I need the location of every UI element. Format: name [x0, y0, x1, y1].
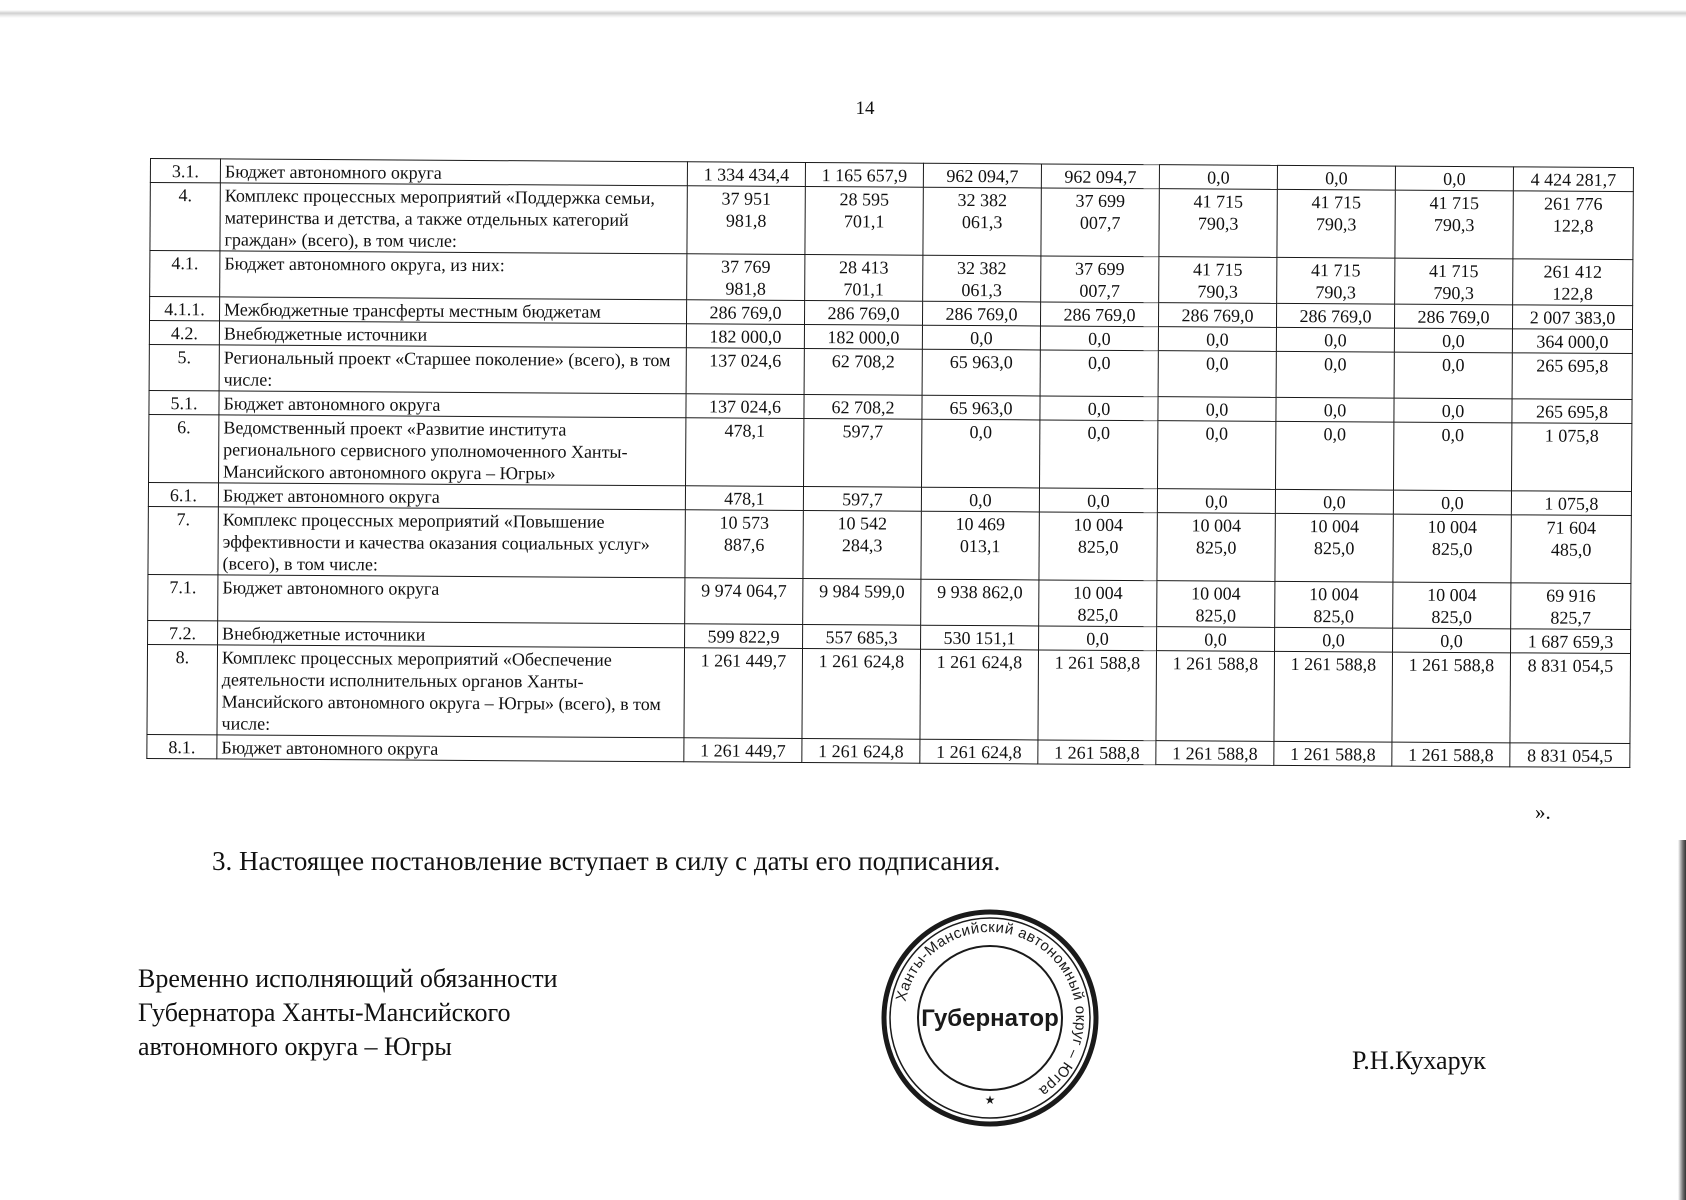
row-value: 0,0: [1158, 351, 1276, 398]
row-value: 65 963,0: [922, 395, 1040, 420]
row-value: 0,0: [1159, 165, 1277, 190]
row-value: 137 024,6: [686, 394, 804, 419]
row-value: 1 334 434,4: [687, 162, 805, 187]
row-index: 4.1.: [150, 251, 220, 297]
row-value: 10 004 825,0: [1393, 582, 1511, 629]
budget-table: [146, 158, 1634, 768]
row-value: 478,1: [686, 418, 804, 487]
row-value: 10 004 825,0: [1157, 513, 1275, 582]
row-value: 1 261 588,8: [1156, 651, 1275, 742]
row-value: 0,0: [1275, 489, 1393, 514]
row-value: 28 595 701,1: [805, 187, 923, 256]
row-value: 9 984 599,0: [803, 578, 921, 625]
seal-star-icon: ★: [984, 1093, 996, 1107]
row-value: 37 699 007,7: [1041, 256, 1159, 303]
row-value: 0,0: [1039, 626, 1157, 651]
row-name: Бюджет автономного округа: [218, 483, 685, 510]
row-name: Региональный проект «Старшее поколение» (всего), в том числе:: [219, 345, 686, 394]
table-row: [147, 644, 1631, 743]
row-value: 962 094,7: [1041, 164, 1159, 189]
row-value: 286 769,0: [922, 301, 1040, 326]
row-name: Бюджет автономного округа: [220, 159, 687, 186]
row-value: 41 715 790,3: [1159, 189, 1277, 258]
row-value: 10 004 825,0: [1275, 513, 1393, 582]
row-value: 478,1: [685, 486, 803, 511]
row-name: Комплекс процессных мероприятий «Поддержка семьи, материнства и детства, а также отдельных категорий граждан» (всего), в том числе:: [220, 183, 687, 254]
row-value: 261 776 122,8: [1513, 191, 1633, 260]
row-value: 265 695,8: [1512, 353, 1632, 400]
row-value: 0,0: [1275, 627, 1393, 652]
row-value: 0,0: [1040, 350, 1158, 397]
closing-quote: ».: [1535, 800, 1551, 824]
row-value: 1 261 588,8: [1392, 652, 1511, 743]
row-name: Бюджет автономного округа: [219, 391, 686, 418]
row-value: 286 769,0: [686, 300, 804, 325]
row-value: 182 000,0: [686, 324, 804, 349]
row-value: 0,0: [1276, 327, 1394, 352]
row-value: 557 685,3: [803, 624, 921, 649]
row-value: 286 769,0: [1158, 303, 1276, 328]
row-value: 0,0: [922, 325, 1040, 350]
seal-center-text: Губернатор: [921, 1005, 1059, 1032]
row-value: 65 963,0: [922, 349, 1040, 396]
row-value: 69 916 825,7: [1511, 583, 1631, 630]
row-value: 0,0: [1277, 165, 1395, 190]
row-value: 4 424 281,7: [1513, 167, 1633, 192]
row-name: Бюджет автономного округа: [217, 735, 684, 762]
row-value: 137 024,6: [686, 348, 804, 395]
row-value: 182 000,0: [804, 325, 922, 350]
row-index: 8.1.: [147, 734, 217, 758]
row-value: 0,0: [1040, 326, 1158, 351]
row-value: 8 831 054,5: [1510, 653, 1631, 744]
row-value: 0,0: [1393, 422, 1511, 491]
row-value: 62 708,2: [804, 349, 922, 396]
row-value: 1 261 588,8: [1156, 741, 1274, 766]
row-index: 7.2.: [148, 620, 218, 644]
row-value: 597,7: [803, 486, 921, 511]
row-value: 10 004 825,0: [1039, 580, 1157, 627]
row-value: 364 000,0: [1512, 329, 1632, 354]
row-value: 10 469 013,1: [921, 511, 1039, 580]
table-row: [150, 183, 1633, 260]
row-value: 41 715 790,3: [1277, 189, 1395, 258]
row-index: 3.1.: [150, 159, 220, 183]
governor-seal: [880, 908, 1100, 1128]
row-value: 9 974 064,7: [685, 578, 803, 625]
row-value: 261 412 122,8: [1513, 259, 1633, 306]
row-value: 1 075,8: [1511, 491, 1631, 516]
row-value: 0,0: [1393, 490, 1511, 515]
row-value: 0,0: [1393, 628, 1511, 653]
row-value: 286 769,0: [1040, 302, 1158, 327]
row-value: 962 094,7: [923, 163, 1041, 188]
row-value: 1 261 588,8: [1274, 741, 1392, 766]
row-index: 6.: [149, 414, 219, 482]
row-index: 6.1.: [148, 482, 218, 506]
seal-ring-text: Ханты-Мансийский автономный округ – Югра: [892, 918, 1090, 1100]
row-value: 8 831 054,5: [1510, 743, 1630, 768]
row-name: Внебюджетные источники: [219, 321, 686, 348]
row-index: 7.: [148, 506, 218, 574]
row-value: 1 261 588,8: [1038, 650, 1157, 741]
row-value: 0,0: [1395, 166, 1513, 191]
row-value: 265 695,8: [1512, 399, 1632, 424]
row-index: 4.2.: [149, 321, 219, 345]
row-value: 0,0: [1275, 421, 1393, 490]
row-value: 286 769,0: [1394, 304, 1512, 329]
row-value: 10 004 825,0: [1157, 581, 1275, 628]
row-value: 1 261 624,8: [920, 649, 1039, 740]
row-value: 41 715 790,3: [1159, 257, 1277, 304]
row-index: 8.: [147, 644, 218, 734]
row-value: 0,0: [1158, 327, 1276, 352]
row-value: 71 604 485,0: [1511, 515, 1631, 584]
signatory-title: Временно исполняющий обязанности Губернатора Ханты-Мансийского автономного округа – Югры: [138, 964, 558, 1061]
row-value: 37 699 007,7: [1041, 188, 1159, 257]
row-value: 0,0: [1394, 328, 1512, 353]
row-value: 1 261 588,8: [1392, 742, 1510, 767]
row-value: 597,7: [804, 418, 922, 487]
row-value: 0,0: [922, 419, 1040, 488]
row-value: 2 007 383,0: [1512, 305, 1632, 330]
row-value: 1 261 449,7: [684, 738, 802, 763]
row-name: Бюджет автономного округа, из них:: [220, 251, 687, 300]
row-value: 28 413 701,1: [805, 255, 923, 302]
row-index: 5.: [149, 344, 219, 390]
row-value: 10 573 887,6: [685, 510, 803, 579]
signer-name: Р.Н.Кухарук: [1352, 1046, 1486, 1075]
row-index: 5.1.: [149, 390, 219, 414]
row-value: 0,0: [1157, 489, 1275, 514]
row-value: 1 261 588,8: [1274, 651, 1393, 742]
row-value: 599 822,9: [685, 624, 803, 649]
row-value: 1 165 657,9: [805, 163, 923, 188]
row-value: 1 075,8: [1511, 423, 1631, 492]
row-value: 1 261 588,8: [1038, 740, 1156, 765]
row-value: 1 687 659,3: [1511, 629, 1631, 654]
row-value: 62 708,2: [804, 394, 922, 419]
row-value: 32 382 061,3: [923, 187, 1041, 256]
row-value: 0,0: [1394, 352, 1512, 399]
clause-text: 3. Настоящее постановление вступает в силу с даты его подписания.: [212, 846, 1001, 876]
row-value: 0,0: [1276, 397, 1394, 422]
row-value: 10 542 284,3: [803, 510, 921, 579]
scan-edge-top: [0, 10, 1686, 18]
row-value: 0,0: [1040, 396, 1158, 421]
row-value: 0,0: [1040, 420, 1158, 489]
row-value: 0,0: [1039, 488, 1157, 513]
row-value: 37 769 981,8: [687, 254, 805, 301]
row-value: 37 951 981,8: [687, 186, 805, 255]
row-name: Внебюджетные источники: [218, 621, 685, 648]
row-value: 0,0: [1276, 351, 1394, 398]
row-value: 41 715 790,3: [1395, 258, 1513, 305]
row-index: 4.: [150, 183, 220, 251]
row-value: 286 769,0: [804, 301, 922, 326]
row-value: 1 261 624,8: [802, 648, 921, 739]
row-value: 0,0: [1394, 398, 1512, 423]
table-row: [148, 506, 1631, 583]
row-value: 530 151,1: [921, 625, 1039, 650]
row-value: 1 261 624,8: [920, 739, 1038, 764]
row-value: 1 261 624,8: [802, 738, 920, 763]
row-value: 286 769,0: [1276, 303, 1394, 328]
row-name: Ведомственный проект «Развитие института регионального сервисного уполномоченного Ханты-Мансийского автономного округа – Югры»: [219, 415, 686, 486]
page-number: 14: [855, 98, 875, 119]
row-index: 4.1.1.: [150, 297, 220, 321]
row-value: 0,0: [1158, 397, 1276, 422]
row-index: 7.1.: [148, 574, 218, 620]
row-value: 10 004 825,0: [1275, 581, 1393, 628]
table-row: [149, 414, 1632, 491]
row-value: 9 938 862,0: [921, 579, 1039, 626]
row-value: 10 004 825,0: [1393, 514, 1511, 583]
row-name: Комплекс процессных мероприятий «Обеспечение деятельности исполнительных органов Ханты-Мансийского автономного округа – Югры» (всего), в том числе:: [217, 645, 685, 738]
row-value: 0,0: [921, 487, 1039, 512]
scan-edge-right: [1678, 840, 1686, 1200]
row-value: 10 004 825,0: [1039, 512, 1157, 581]
row-value: 41 715 790,3: [1277, 257, 1395, 304]
row-value: 0,0: [1157, 421, 1275, 490]
row-value: 41 715 790,3: [1395, 190, 1513, 259]
row-value: 32 382 061,3: [923, 255, 1041, 302]
row-value: 0,0: [1157, 627, 1275, 652]
row-name: Бюджет автономного округа: [218, 575, 685, 624]
row-value: 1 261 449,7: [684, 648, 803, 739]
row-name: Межбюджетные трансферты местным бюджетам: [220, 297, 687, 324]
row-name: Комплекс процессных мероприятий «Повышение эффективности и качества оказания социальных услуг» (всего), в том числе:: [218, 507, 685, 578]
